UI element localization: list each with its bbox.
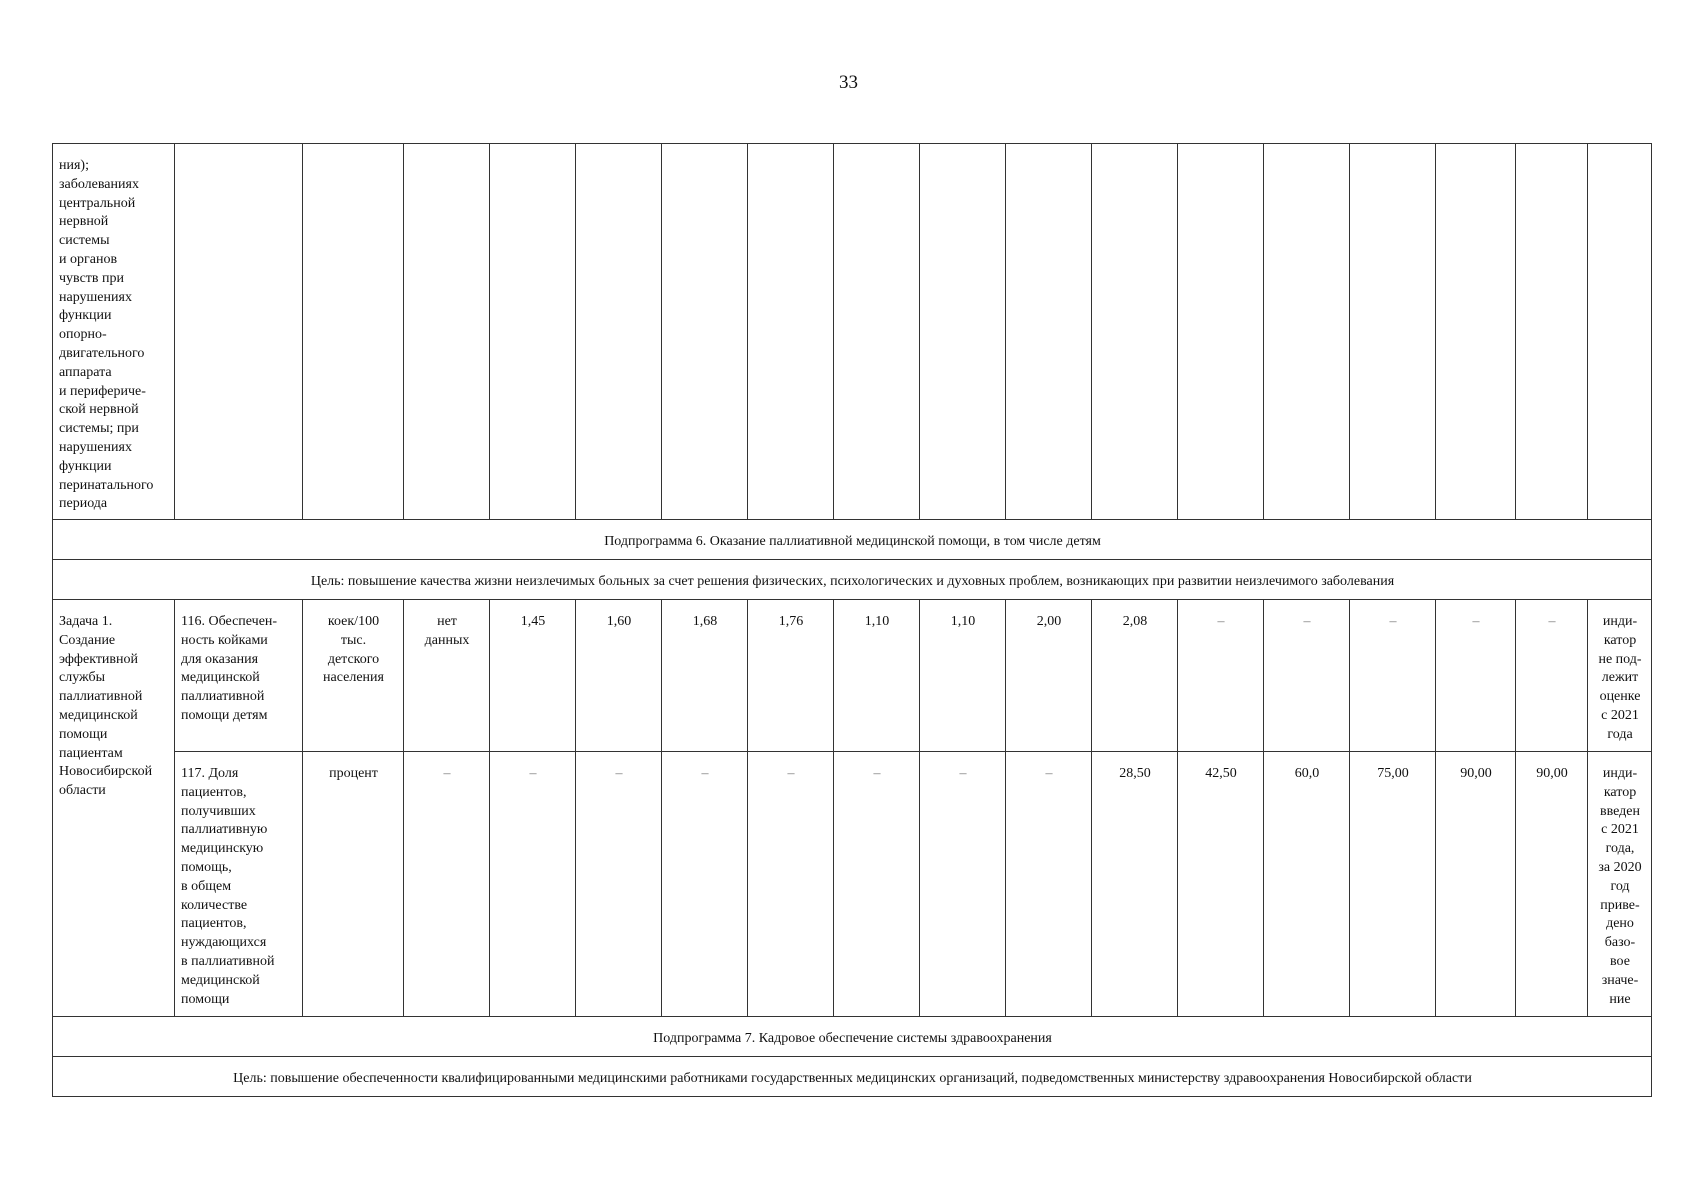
value-cell: 1,10 — [834, 600, 920, 752]
value-cell: 1,68 — [662, 600, 748, 752]
continuation-row — [53, 144, 1652, 520]
empty-cell — [834, 144, 920, 520]
indicator-note: инди- катор не под- лежит оценке с 2021 года — [1588, 600, 1652, 752]
page-number: 33 — [839, 72, 858, 93]
goal-row — [53, 560, 1652, 600]
value-cell: – — [576, 752, 662, 1017]
value-cell: 1,60 — [576, 600, 662, 752]
empty-cell — [1264, 144, 1350, 520]
empty-cell — [662, 144, 748, 520]
indicator-row-116 — [53, 600, 1652, 752]
empty-cell — [1588, 144, 1652, 520]
subprogram-6-title: Подпрограмма 6. Оказание паллиативной медицинской помощи, в том числе детям — [53, 520, 1652, 560]
empty-cell — [1350, 144, 1436, 520]
empty-cell — [490, 144, 576, 520]
empty-cell — [920, 144, 1006, 520]
indicator-name: 117. Доля пациентов, получивших паллиативную медицинскую помощь, в общем количестве пациентов, нуждающихся в паллиативной медицинской помощи — [175, 752, 303, 1017]
subprogram-6-goal: Цель: повышение качества жизни неизлечимых больных за счет решения физических, психологических и духовных проблем, возникающих при развитии неизлечимого заболевания — [53, 560, 1652, 600]
value-cell: – — [920, 752, 1006, 1017]
subprogram-row — [53, 1017, 1652, 1057]
task-cell-continued: ния); заболеваниях центральной нервной системы и органов чувств при нарушениях функции опорно- двигательного аппарата и перифериче- ской нервной системы; при нарушениях функции перинатального периода — [53, 144, 175, 520]
empty-cell — [748, 144, 834, 520]
value-cell: – — [1006, 752, 1092, 1017]
subprogram-row — [53, 520, 1652, 560]
empty-cell — [404, 144, 490, 520]
value-cell: 28,50 — [1092, 752, 1178, 1017]
value-cell: 2,08 — [1092, 600, 1178, 752]
empty-cell — [1006, 144, 1092, 520]
indicator-row-117 — [53, 752, 1652, 1017]
value-cell: – — [490, 752, 576, 1017]
value-cell: – — [1178, 600, 1264, 752]
empty-cell — [1092, 144, 1178, 520]
value-cell: 90,00 — [1516, 752, 1588, 1017]
indicator-name: 116. Обеспечен- ность койками для оказания медицинской паллиативной помощи детям — [175, 600, 303, 752]
empty-cell — [1516, 144, 1588, 520]
empty-cell — [1436, 144, 1516, 520]
goal-row — [53, 1057, 1652, 1097]
value-cell: 60,0 — [1264, 752, 1350, 1017]
task-1-cell: Задача 1. Создание эффективной службы паллиативной медицинской помощи пациентам Новосибирской области — [53, 600, 175, 1017]
value-cell: – — [662, 752, 748, 1017]
indicator-unit: процент — [303, 752, 404, 1017]
subprogram-7-goal: Цель: повышение обеспеченности квалифицированными медицинскими работниками государственных медицинских организаций, подведомственных министерству здравоохранения Новосибирской области — [53, 1057, 1652, 1097]
value-cell: 42,50 — [1178, 752, 1264, 1017]
indicator-note: инди- катор введен с 2021 года, за 2020 год приве- дено базо- вое значе- ние — [1588, 752, 1652, 1017]
value-cell: – — [1516, 600, 1588, 752]
subprogram-7-title: Подпрограмма 7. Кадровое обеспечение системы здравоохранения — [53, 1017, 1652, 1057]
value-cell: нет данных — [404, 600, 490, 752]
empty-cell — [303, 144, 404, 520]
value-cell: 2,00 — [1006, 600, 1092, 752]
value-cell: – — [748, 752, 834, 1017]
value-cell: – — [834, 752, 920, 1017]
value-cell: 90,00 — [1436, 752, 1516, 1017]
empty-cell — [1178, 144, 1264, 520]
value-cell: 1,76 — [748, 600, 834, 752]
value-cell: – — [1436, 600, 1516, 752]
value-cell: – — [1264, 600, 1350, 752]
value-cell: – — [404, 752, 490, 1017]
indicator-table — [52, 143, 1652, 1097]
empty-cell — [576, 144, 662, 520]
indicator-unit: коек/100 тыс. детского населения — [303, 600, 404, 752]
value-cell: 1,10 — [920, 600, 1006, 752]
empty-cell — [175, 144, 303, 520]
value-cell: 1,45 — [490, 600, 576, 752]
value-cell: 75,00 — [1350, 752, 1436, 1017]
value-cell: – — [1350, 600, 1436, 752]
